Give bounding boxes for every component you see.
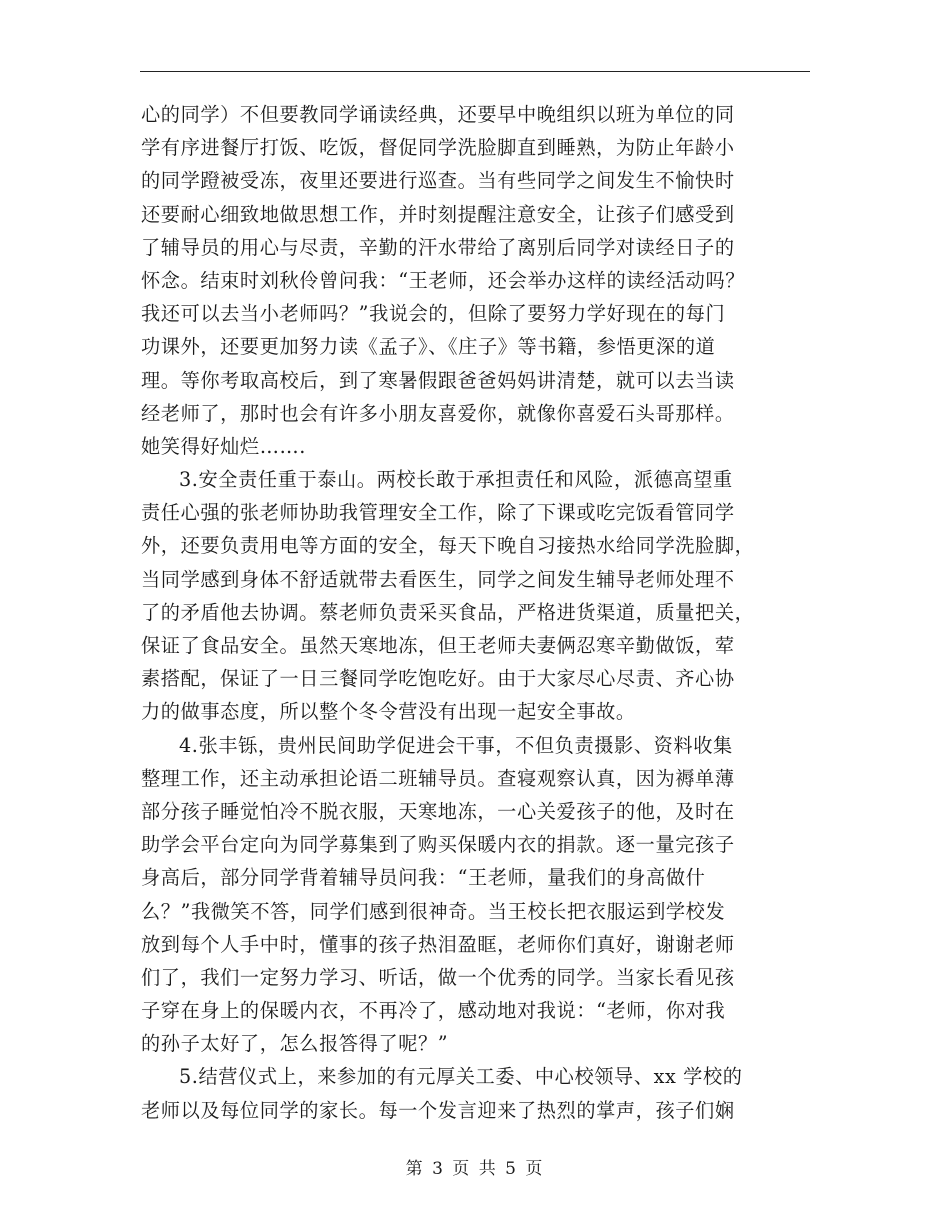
text-line: 的孙子太好了，怎么报答得了呢？”: [141, 1032, 449, 1056]
text-line: 放到每个人手中时，懂事的孩子热泪盈眶，老师你们真好，谢谢老师: [141, 932, 735, 956]
text-line: 么？”我微笑不答，同学们感到很神奇。当王校长把衣服运到学校发: [141, 899, 726, 923]
paragraph-5-start: 5.结营仪式上，来参加的有元厚关工委、中心校领导、xx 学校的: [179, 1065, 743, 1089]
text-line: 学有序进餐厅打饭、吃饭，督促同学洗脸脚直到睡熟，为防止年龄小: [141, 136, 735, 160]
document-body: [141, 98, 821, 1127]
text-line: 助学会平台定向为同学募集到了购买保暖内衣的捐款。逐一量完孩子: [141, 833, 735, 857]
text-line: 了辅导员的用心与尽责，辛勤的汗水带给了离别后同学对读经日子的: [141, 235, 735, 259]
text-line: 的同学蹬被受冻，夜里还要进行巡查。当有些同学之间发生不愉快时: [141, 169, 735, 193]
page-number: 第 3 页 共 5 页: [405, 1159, 545, 1179]
text-line: 子穿在身上的保暖内衣，不再冷了，感动地对我说：“老师，你对我: [141, 999, 726, 1023]
text-line: 了的矛盾他去协调。蔡老师负责采买食品，严格进货渠道，质量把关，: [141, 600, 755, 624]
text-line: 还要耐心细致地做思想工作，并时刻提醒注意安全，让孩子们感受到: [141, 202, 735, 226]
text-line: 保证了食品安全。虽然天寒地冻，但王老师夫妻俩忍寒辛勤做饭，荤: [141, 634, 735, 657]
text-line: 力的做事态度，所以整个冬令营没有出现一起安全事故。: [141, 700, 636, 724]
text-line: 我还可以去当小老师吗？”我说会的，但除了要努力学好现在的每门: [141, 302, 726, 326]
paragraph-3-start: 3.安全责任重于泰山。两校长敢于承担责任和风险，派德高望重: [179, 468, 733, 492]
text-line: 理。等你考取高校后，到了寒暑假跟爸爸妈妈讲清楚，就可以去当读: [141, 368, 735, 392]
text-line: 责任心强的张老师协助我管理安全工作，除了下课或吃完饭看管同学: [141, 501, 735, 525]
text-line: 当同学感到身体不舒适就带去看医生，同学之间发生辅导老师处理不: [141, 567, 735, 591]
text-line: 怀念。结束时刘秋伶曾问我：“王老师，还会举办这样的读经活动吗？: [141, 268, 746, 292]
header-rule: [140, 71, 810, 72]
text-line: 们了，我们一定努力学习、听话，做一个优秀的同学。当家长看见孩: [141, 965, 735, 989]
text-line: 整理工作，还主动承担论语二班辅导员。查寝观察认真，因为褥单薄: [141, 766, 735, 790]
text-line: 素搭配，保证了一日三餐同学吃饱吃好。由于大家尽心尽责、齐心协: [141, 667, 735, 691]
text-line: 老师以及每位同学的家长。每一个发言迎来了热烈的掌声，孩子们娴: [141, 1098, 735, 1122]
paragraph-4-start: 4.张丰铄，贵州民间助学促进会干事，不但负责摄影、资料收集: [179, 733, 733, 757]
text-line: 外，还要负责用电等方面的安全，每天下晚自习接热水给同学洗脸脚，: [141, 534, 755, 558]
text-line: 心的同学）不但要教同学诵读经典，还要早中晚组织以班为单位的同: [141, 103, 735, 126]
text-line: 功课外，还要更加努力读《孟子》、《庄子》等书籍，参悟更深的道: [141, 335, 716, 359]
text-line: 部分孩子睡觉怕冷不脱衣服，天寒地冻，一心关爱孩子的他，及时在: [141, 799, 735, 823]
text-line: 经老师了，那时也会有许多小朋友喜爱你，就像你喜爱石头哥那样。: [141, 401, 735, 425]
text-line: 身高后，部分同学背着辅导员问我：“王老师，量我们的身高做什: [141, 866, 706, 890]
text-line: 她笑得好灿烂…….: [141, 434, 306, 458]
